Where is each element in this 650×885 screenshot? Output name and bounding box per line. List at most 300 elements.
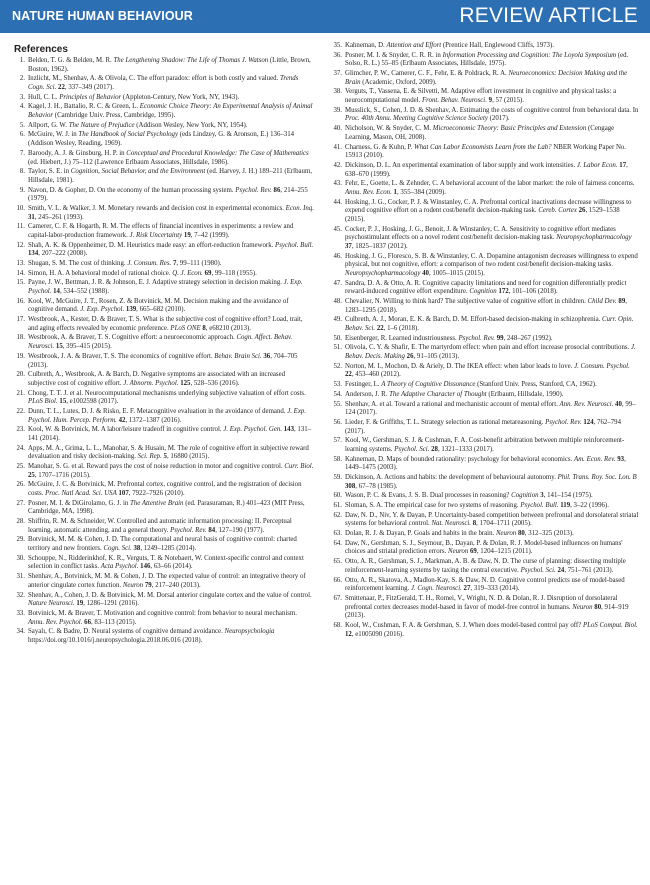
reference-item: [14, 500, 314, 517]
reference-title-italic: Information Processing and Cognition: The Loyola Symposium: [442, 51, 617, 59]
reference-item: [14, 371, 314, 388]
reference-item: [331, 401, 639, 418]
reference-title-italic: Psychol. Sci.: [394, 445, 430, 453]
reference-volume: 80: [594, 603, 602, 611]
reference-title-italic: Nature Neurosci.: [28, 600, 75, 608]
reference-text: , 1286–1291 (2016).: [83, 600, 140, 608]
reference-title-italic: Cereb. Cortex: [538, 207, 577, 215]
reference-text: Sloman, S. A. The empirical case for two systems of reasoning.: [345, 502, 521, 510]
reference-title-italic: Behav. Brain Sci.: [214, 352, 262, 360]
reference-text: (ed. Harvey, J. H.) 189–211 (Erlbaum, Hillsdale, 1981).: [28, 168, 312, 184]
reference-number: 47.: [333, 279, 342, 287]
reference-title-italic: Psychol. Rev.: [170, 526, 207, 534]
reference-title-italic: Principles of Behavior: [59, 93, 122, 101]
reference-number: 16.: [16, 297, 25, 305]
reference-number: 1.: [19, 57, 25, 64]
journal-name: NATURE HUMAN BEHAVIOUR: [12, 9, 193, 23]
reference-text: , 528–536 (2016).: [190, 379, 240, 387]
reference-text: , 16880 (2015).: [166, 453, 210, 461]
reference-text: (ed. Parasuraman, R.) 401–423 (MIT Press, Cambridge, MA, 1998).: [28, 499, 305, 516]
reference-text: Glimcher, P. W., Camerer, C. F., Fehr, E. & Poldrack, R. A.: [345, 70, 509, 78]
reference-text: Kahneman, D. Maps of bounded rationality: psychology for behavioral economics.: [345, 455, 575, 463]
reference-volume: 40: [615, 400, 622, 408]
reference-volume: 42: [118, 416, 126, 424]
reference-text: Chevalier, N. Willing to think hard? The subjective value of cognitive effort in children.: [345, 297, 588, 305]
reference-title-italic: Neuropsychopharmacology: [556, 234, 632, 242]
reference-volume: 22: [376, 325, 384, 332]
reference-volume: 19: [76, 600, 84, 608]
reference-text: , 99–118 (1955).: [211, 269, 257, 277]
reference-item: [331, 162, 639, 179]
reference-number: 6.: [19, 131, 25, 139]
reference-text: Inzlicht, M., Shenhav, A. & Olivola, C. The effort paradox: effort is both costly and valued.: [28, 75, 280, 83]
reference-title-italic: Economic Choice Theory: An Experimental Analysis of Animal Behavior: [28, 103, 313, 120]
reference-text: Kagel, J. H., Battalio, R. C. & Green, L.: [28, 103, 140, 111]
reference-text: Kool, W., McGuire, J. T., Rosen, Z. & Botvinick, M. M. Decision making and the avoidance of cognitive demand.: [28, 297, 289, 314]
article-type: REVIEW ARTICLE: [459, 4, 638, 27]
reference-title-italic: Attention and Effort: [386, 42, 442, 49]
reference-number: 11.: [16, 223, 25, 231]
reference-text: Kool, W., Gershman, S. J. & Cushman, F. A. Cost-benefit arbitration between multiple reinforcement-learning systems.: [345, 437, 625, 453]
reference-number: 65.: [333, 558, 342, 566]
reference-text: , 248–267 (1992).: [503, 334, 553, 342]
reference-number: 68.: [333, 621, 342, 629]
reference-number: 5.: [19, 121, 25, 129]
reference-title-italic: Psychol. Rev.: [458, 334, 495, 342]
reference-volume: 79: [144, 581, 152, 589]
reference-item: [14, 592, 314, 609]
reference-title-italic: J. Behav. Decis. Making: [345, 344, 636, 361]
reference-title-italic: A Theory of Cognitive Dissonance: [381, 381, 476, 389]
reference-title-italic: Cogn. Sci.: [103, 545, 132, 553]
reference-text: Otto, A. R., Gershman, S. J., Markman, A. B. & Daw, N. D. The curse of planning: dissecting multiple reinforcement-learning systems by taxing the central executive.: [345, 558, 626, 574]
reference-text: Posner, M. I. & DiGirolamo, G. J. in: [28, 499, 130, 507]
reference-volume: 8: [472, 520, 477, 528]
reference-title-italic: Trends Cogn. Sci.: [28, 75, 299, 92]
reference-text: Shugan, S. M. The cost of thinking.: [28, 260, 128, 267]
reference-volume: 143: [283, 426, 294, 434]
reference-volume: 19: [183, 231, 191, 239]
reference-text: Otto, A. R., Skatova, A., Madlon-Kay, S. & Daw, N. D. Cognitive control predicts use of model-based reinforcement learning.: [345, 576, 625, 593]
reference-number: 55.: [333, 400, 342, 408]
reference-text: Hosking, J. G., Cocker, P. J. & Winstanley, C. A. Prefrontal cortical inactivations decrease willingness to expend cognitive effort on a rodent cost/benefit decision-making task.: [345, 198, 632, 215]
reference-text: , 1283–1295 (2018).: [345, 297, 627, 314]
reference-title-italic: J. Exp. Psychol.: [28, 279, 303, 296]
reference-number: 36.: [333, 51, 342, 59]
reference-volume: 17: [619, 161, 627, 169]
reference-number: 18.: [16, 334, 25, 342]
reference-volume: 69: [204, 269, 212, 277]
reference-text: Kahneman, D.: [345, 42, 387, 49]
reference-number: 58.: [333, 455, 342, 463]
reference-number: 43.: [333, 180, 342, 188]
reference-item: [331, 70, 639, 87]
reference-text: Westbrook, J. A. & Braver, T. S. The economics of cognitive effort.: [28, 352, 215, 360]
reference-title-italic: Psychol. Bull.: [275, 241, 314, 249]
reference-title-italic: Phil. Trans. Roy. Soc. Lon. B: [557, 473, 637, 481]
reference-text: Hosking, J. G., Floresco, S. B. & Winstanley, C. A. Dopamine antagonism decreases willingness to expend physical, but not cognitive, effort: a comparison of two rodent cost/benefit decision-making tasks.: [345, 252, 638, 269]
reference-volume: 31: [28, 213, 35, 221]
reference-number: 30.: [16, 554, 25, 562]
reference-number: 60.: [333, 492, 342, 500]
reference-text: Dickinson, D. L. An experimental examination of labor supply and work intensities.: [345, 161, 577, 169]
references-heading: References: [14, 44, 68, 55]
reference-text: Shenhav, A., Botvinick, M. M. & Cohen, J. D. The expected value of control: an integrative theory of anterior cingulate cortex function.: [28, 573, 306, 589]
reference-text: McGuire, W. J. in: [28, 131, 79, 139]
reference-item: [14, 573, 314, 590]
reference-volume: 15: [55, 343, 63, 351]
reference-item: [14, 223, 314, 240]
reference-text: (ed. Solso, R. L.) 55–85 (Erlbaum Associates, Hillsdale, 1975).: [345, 51, 629, 68]
reference-number: 48.: [333, 297, 342, 305]
reference-number: 34.: [16, 628, 25, 636]
reference-title-italic: J. Risk Uncertainty: [129, 231, 183, 239]
reference-title-italic: Neuropsychologia: [224, 628, 275, 636]
reference-text: , 63–66 (2014).: [150, 563, 193, 571]
reference-list-left: [14, 57, 314, 646]
reference-text: NBER Working Paper No. 15913 (2010).: [345, 143, 627, 160]
reference-text: , 751–761 (2013).: [564, 566, 614, 574]
reference-item: [14, 334, 314, 351]
reference-number: 27.: [16, 499, 25, 507]
reference-number: 39.: [333, 106, 342, 114]
reference-text: , e1005090 (2016).: [351, 630, 404, 638]
reference-text: , 1825–1837 (2012).: [351, 242, 408, 250]
reference-title-italic: Neuron: [495, 530, 517, 538]
reference-text: Verguts, T., Vassena, E. & Silvetti, M. Adaptive effort investment in cognitive and physical tasks: a neurocomputational model.: [345, 88, 617, 105]
reference-text: Lieder, F. & Griffiths, T. L. Strategy selection as rational metareasoning.: [345, 418, 546, 426]
reference-text: , 1005–1015 (2015).: [428, 269, 485, 277]
reference-volume: 172: [498, 288, 509, 296]
reference-number: 40.: [333, 125, 342, 133]
reference-volume: 107: [118, 490, 129, 498]
reference-text: , 1249–1285 (2014).: [140, 545, 197, 553]
reference-text: Anderson, J. R.: [345, 390, 390, 398]
reference-list-right: [331, 42, 639, 639]
reference-number: 28.: [16, 518, 25, 526]
reference-number: 2.: [19, 75, 25, 83]
reference-item: [331, 474, 639, 491]
reference-volume: 93: [617, 455, 625, 463]
reference-text: Festinger, L.: [345, 381, 382, 389]
reference-text: Dunn, T. L., Lutes, D. J. & Risko, E. F. Metacognitive evaluation in the avoidance of demand.: [28, 407, 288, 415]
reference-title-italic: Psychol. Rev.: [235, 186, 272, 194]
reference-volume: 26: [406, 353, 414, 361]
reference-number: 46.: [333, 252, 342, 260]
reference-volume: 146: [140, 563, 151, 571]
reference-text: Dickinson, A. Actions and habits: the development of behavioural autonomy.: [345, 473, 558, 481]
reference-text: , 1707–1716 (2015).: [34, 471, 91, 479]
reference-text: , 762–794 (2017).: [345, 418, 621, 435]
reference-item: [14, 628, 314, 645]
reference-volume: 7: [172, 260, 177, 267]
reference-title-italic: Cognition: [469, 288, 497, 296]
reference-item: [331, 298, 639, 315]
reference-text: , 214–255 (1979).: [28, 186, 308, 203]
reference-text: , 131–141 (2014).: [28, 426, 312, 442]
reference-text: , 638–670 (1999).: [345, 161, 628, 178]
reference-item: [14, 610, 314, 627]
reference-item: [14, 353, 314, 370]
reference-title-italic: J. Consum. Res.: [127, 260, 172, 267]
reference-text: , 245–261 (1993).: [34, 213, 84, 221]
reference-number: 56.: [333, 418, 342, 426]
reference-title-italic: Econ. Inq.: [285, 204, 314, 212]
reference-number: 59.: [333, 473, 342, 481]
reference-number: 38.: [333, 88, 342, 96]
reference-number: 14.: [16, 269, 25, 277]
reference-number: 22.: [16, 407, 25, 415]
reference-item: [331, 492, 639, 501]
reference-text: , 704–705 (2013).: [28, 352, 298, 369]
reference-text: Manohar, S. G. et al. Reward pays the cost of noise reduction in motor and cognitive control.: [28, 463, 285, 470]
reference-volume: 12: [345, 630, 352, 638]
reference-item: [331, 226, 639, 252]
reference-number: 62.: [333, 511, 342, 519]
reference-item: [14, 205, 314, 222]
reference-item: [331, 419, 639, 436]
reference-number: 54.: [333, 390, 342, 398]
reference-number: 61.: [333, 502, 342, 510]
reference-number: 7.: [19, 149, 25, 157]
reference-text: McGuire, J. C. & Botvinick, M. Prefrontal cortex, cognitive control, and the registration of decision costs.: [28, 481, 302, 498]
reference-text: Kool, W., Cushman, F. A. & Gershman, S. J. When does model-based control pay off?: [345, 621, 583, 629]
reference-title-italic: PLoS Biol.: [28, 398, 58, 406]
reference-number: 25.: [16, 463, 25, 470]
reference-text: , 99–124 (2017).: [345, 400, 636, 417]
reference-item: [331, 280, 639, 297]
reference-text: Fehr, E., Goette, L. & Zehnder, C. A behavioral account of the labor market: the role of fairness concerns.: [345, 180, 635, 188]
reference-title-italic: J. Cogn. Neurosci.: [410, 585, 462, 593]
reference-title-italic: Nat. Neurosci.: [431, 520, 471, 528]
reference-volume: 69: [470, 548, 477, 556]
reference-volume: 139: [125, 306, 137, 314]
reference-item: [14, 298, 314, 315]
reference-text: Sayalı, C. & Badre, D. Neural systems of cognitive demand avoidance.: [28, 628, 225, 636]
reference-text: Hull, C. L.: [28, 93, 60, 101]
reference-number: 21.: [16, 389, 25, 397]
reference-text: Belden, T. G. & Belden, M. R.: [28, 57, 114, 64]
reference-item: [331, 502, 639, 511]
reference-text: , 83–113 (2015).: [90, 618, 137, 626]
reference-text: , 337–349 (2017).: [64, 84, 114, 92]
reference-text: Posner, M. I. & Snyder, C. R. R. in: [345, 51, 443, 59]
references-column-right: [331, 42, 639, 640]
reference-item: [331, 125, 639, 142]
reference-title-italic: The Nature of Prejudice: [68, 121, 135, 129]
reference-item: [14, 131, 314, 148]
reference-volume: 99: [496, 334, 504, 342]
reference-number: 35.: [333, 42, 342, 49]
reference-text: , 1529–1538 (2015).: [345, 207, 620, 223]
reference-number: 20.: [16, 371, 25, 379]
reference-text: , 312–325 (2013).: [524, 530, 574, 538]
reference-title-italic: Neuron: [122, 581, 144, 589]
reference-item: [331, 437, 639, 454]
reference-title-italic: Child Dev.: [587, 297, 617, 305]
reference-text: (Appleton-Century, New York, NY, 1943).: [121, 93, 240, 101]
reference-text: (ed. Hiebert, J.) 75–112 (Lawrence Erlbaum Associates, Hillsdale, 1986).: [28, 158, 229, 166]
reference-title-italic: Front. Behav. Neurosci.: [421, 97, 487, 105]
reference-item: [331, 558, 639, 575]
reference-title-italic: PLoS ONE: [170, 324, 201, 332]
reference-title-italic: Neuropsychopharmacology: [345, 269, 421, 277]
reference-volume: 5: [163, 453, 167, 461]
reference-item: [14, 481, 314, 498]
reference-item: [331, 456, 639, 473]
reference-title-italic: Proc. 40th Annu. Meeting Cognitive Science Society: [345, 115, 488, 123]
reference-text: , 7922–7926 (2010).: [128, 490, 185, 498]
reference-item: [14, 260, 314, 269]
reference-text: Allport, G. W.: [28, 121, 69, 129]
reference-volume: 8: [202, 324, 206, 332]
reference-text: , 1321–1333 (2017).: [437, 445, 494, 453]
reference-text: , 1204–1215 (2011).: [476, 548, 533, 556]
reference-text: (Little, Brown, Boston, 1962).: [28, 57, 311, 73]
reference-item: [14, 103, 314, 120]
reference-text: Dolan, R. J. & Dayan, P. Goals and habits in the brain.: [345, 530, 496, 538]
reference-number: 23.: [16, 426, 25, 434]
reference-text: Culbreth, A., Westbrook, A. & Barch, D. Negative symptoms are associated with an increased subjective cost of cognitive effort.: [28, 371, 286, 387]
reference-number: 19.: [16, 352, 25, 360]
reference-volume: 9: [488, 97, 493, 105]
reference-volume: 22: [345, 371, 352, 379]
reference-item: [331, 622, 639, 639]
reference-text: Apps, M. A., Grima, L. L., Manohar, S. & Husain, M. The role of cognitive effort in subjective reward devaluation and risky decision-making.: [28, 444, 309, 461]
reference-text: , 99–111 (1980).: [176, 260, 222, 267]
reference-volume: 37: [345, 242, 352, 250]
reference-text: (2017).: [487, 115, 510, 123]
reference-item: [14, 279, 314, 296]
reference-item: [331, 52, 639, 69]
reference-title-italic: Cognition: [511, 492, 539, 500]
reference-item: [14, 242, 314, 259]
reference-text: Botvinick, M. M. & Cohen, J. D. The computational and neural basis of cognitive control: charted territory and new frontiers.: [28, 536, 297, 553]
reference-text: Westbrook, A. & Braver, T. S. Cognitive effort: a neuroeconomic approach.: [28, 334, 237, 342]
reference-volume: 66: [84, 618, 91, 626]
reference-text: , 319–333 (2014).: [470, 585, 520, 593]
reference-number: 26.: [16, 481, 25, 489]
reference-number: 67.: [333, 594, 342, 602]
reference-volume: 26: [578, 207, 586, 215]
reference-text: , e68210 (2013).: [205, 324, 252, 332]
reference-title-italic: What Can Labor Economists Learn from the Lab?: [414, 143, 552, 151]
reference-text: (eds Lindzey, G. & Aronson, E.) 136–314 (Addison Wesley, Reading, 1969).: [28, 131, 295, 148]
reference-number: 15.: [16, 279, 25, 287]
reference-item: [14, 316, 314, 333]
reference-title-italic: Cogn. Affect. Behav. Neurosci.: [28, 334, 293, 351]
reference-item: [14, 168, 314, 185]
reference-volume: 3: [540, 492, 544, 500]
reference-item: [14, 555, 314, 572]
reference-volume: 25: [28, 471, 35, 479]
reference-number: 13.: [16, 260, 25, 267]
reference-volume: 86: [273, 186, 281, 194]
reference-item: [14, 518, 314, 535]
reference-text: Olivola, C. Y. & Shafir, E. The martyrdom effect: when pain and effort increase prosocial contributions.: [345, 344, 631, 352]
reference-text: , 101–106 (2018).: [508, 288, 558, 296]
reference-number: 3.: [19, 93, 25, 101]
reference-number: 42.: [333, 161, 342, 169]
reference-number: 31.: [16, 573, 25, 581]
reference-item: [331, 595, 639, 621]
reference-text: Schouppe, N., Ridderinkhof, K. R., Verguts, T. & Notebaert, W. Context-specific control and context selection in conflict tasks.: [28, 554, 304, 571]
reference-volume: 24: [557, 566, 565, 574]
reference-title-italic: Curr. Biol.: [284, 463, 314, 470]
reference-text: Baroody, A. J. & Ginsburg, H. P. in: [28, 149, 127, 157]
reference-number: 50.: [333, 334, 342, 342]
reference-item: [14, 122, 314, 131]
reference-text: Daw, N., Gershman, S. J., Seymour, B., Dayan, P. & Dolan, R. J. Model-based influences on humans' choices and striatal prediction errors.: [345, 539, 623, 556]
reference-number: 9.: [19, 186, 25, 194]
reference-volume: 1: [393, 188, 397, 196]
reference-text: Westbrook, A., Kester, D. & Braver, T. S. What is the subjective cost of cognitive effort? Load, trait, and aging effects revealed by economic preference.: [28, 316, 303, 332]
reference-text: (Academic, Oxford, 2009).: [360, 78, 437, 86]
reference-title-italic: Annu. Rev. Econ.: [345, 188, 392, 196]
reference-text: Shenhav, A., Cohen, J. D. & Botvinick, M. M. Dorsal anterior cingulate cortex and the value of control.: [28, 591, 312, 599]
reference-number: 24.: [16, 444, 25, 452]
reference-number: 41.: [333, 143, 342, 151]
reference-volume: 36: [263, 352, 271, 360]
reference-title-italic: Am. Econ. Rev.: [574, 455, 616, 463]
reference-text: Shenhav, A. et al. Toward a rational and mechanistic account of mental effort.: [345, 400, 560, 408]
reference-text: , 534–552 (1988).: [59, 288, 109, 296]
reference-text: Shah, A. K. & Oppenheimer, D. M. Heuristics made easy: an effort-reduction framework.: [28, 241, 276, 249]
reference-number: 12.: [16, 241, 25, 249]
reference-text: , 1372–1387 (2016).: [125, 416, 182, 424]
reference-item: [331, 363, 639, 380]
reference-number: 8.: [19, 168, 25, 176]
reference-item: [331, 42, 639, 51]
reference-title-italic: J. Exp. Psychol.: [80, 306, 125, 314]
reference-volume: 89: [618, 297, 626, 305]
references-column-left: [14, 44, 314, 647]
reference-text: Wason, P. C. & Evans, J. S. B. Dual processes in reasoning?: [345, 492, 512, 500]
reference-volume: 14: [53, 288, 60, 296]
reference-title-italic: The Lengthening Shadow: The Life of Thomas J. Watson: [113, 57, 269, 64]
reference-text: , 453–460 (2012).: [351, 371, 401, 379]
reference-item: [331, 512, 639, 529]
reference-item: [331, 540, 639, 557]
reference-number: 4.: [19, 103, 25, 111]
reference-item: [14, 75, 314, 92]
reference-item: [331, 344, 639, 361]
reference-text: Norton, M. I., Mochon, D. & Ariely, D. The IKEA effect: when labor leads to love.: [345, 362, 575, 370]
reference-text: Smittenaar, P., FitzGerald, T. H., Romei, V., Wright, N. D. & Dolan, R. J. Disruption of dorsolateral prefrontal cortex decreases model-based in favor of model-free control in humans.: [345, 594, 618, 611]
reference-text: Taylor, S. E. in: [28, 168, 71, 176]
reference-number: 51.: [333, 344, 342, 352]
reference-number: 32.: [16, 591, 25, 599]
reference-title-italic: Neuron: [448, 548, 469, 556]
reference-title-italic: Psychol. Rev.: [545, 418, 582, 426]
reference-title-italic: The Adaptive Character of Thought: [389, 390, 487, 398]
reference-text: , 217–240 (2013).: [151, 581, 201, 589]
reference-item: [14, 187, 314, 204]
reference-number: 52.: [333, 362, 342, 370]
reference-volume: 80: [517, 530, 525, 538]
reference-number: 66.: [333, 576, 342, 584]
reference-title-italic: Conceptual and Procedural Knowledge: The Case of Mathematics: [126, 149, 309, 157]
reference-number: 17.: [16, 316, 25, 324]
reference-text: (Prentice Hall, Englewood Cliffs, 1973).: [441, 42, 554, 49]
reference-text: Kool, W. & Botvinick, M. A labor/leisure tradeoff in cognitive control.: [28, 426, 224, 434]
reference-volume: 15: [59, 398, 67, 406]
reference-title-italic: Proc. Natl Acad. Sci. USA: [45, 490, 117, 498]
reference-text: , e1002598 (2017).: [66, 398, 119, 406]
reference-number: 37.: [333, 70, 342, 78]
reference-volume: 28: [431, 445, 438, 453]
reference-text: , 1449–1475 (2003).: [345, 455, 626, 472]
